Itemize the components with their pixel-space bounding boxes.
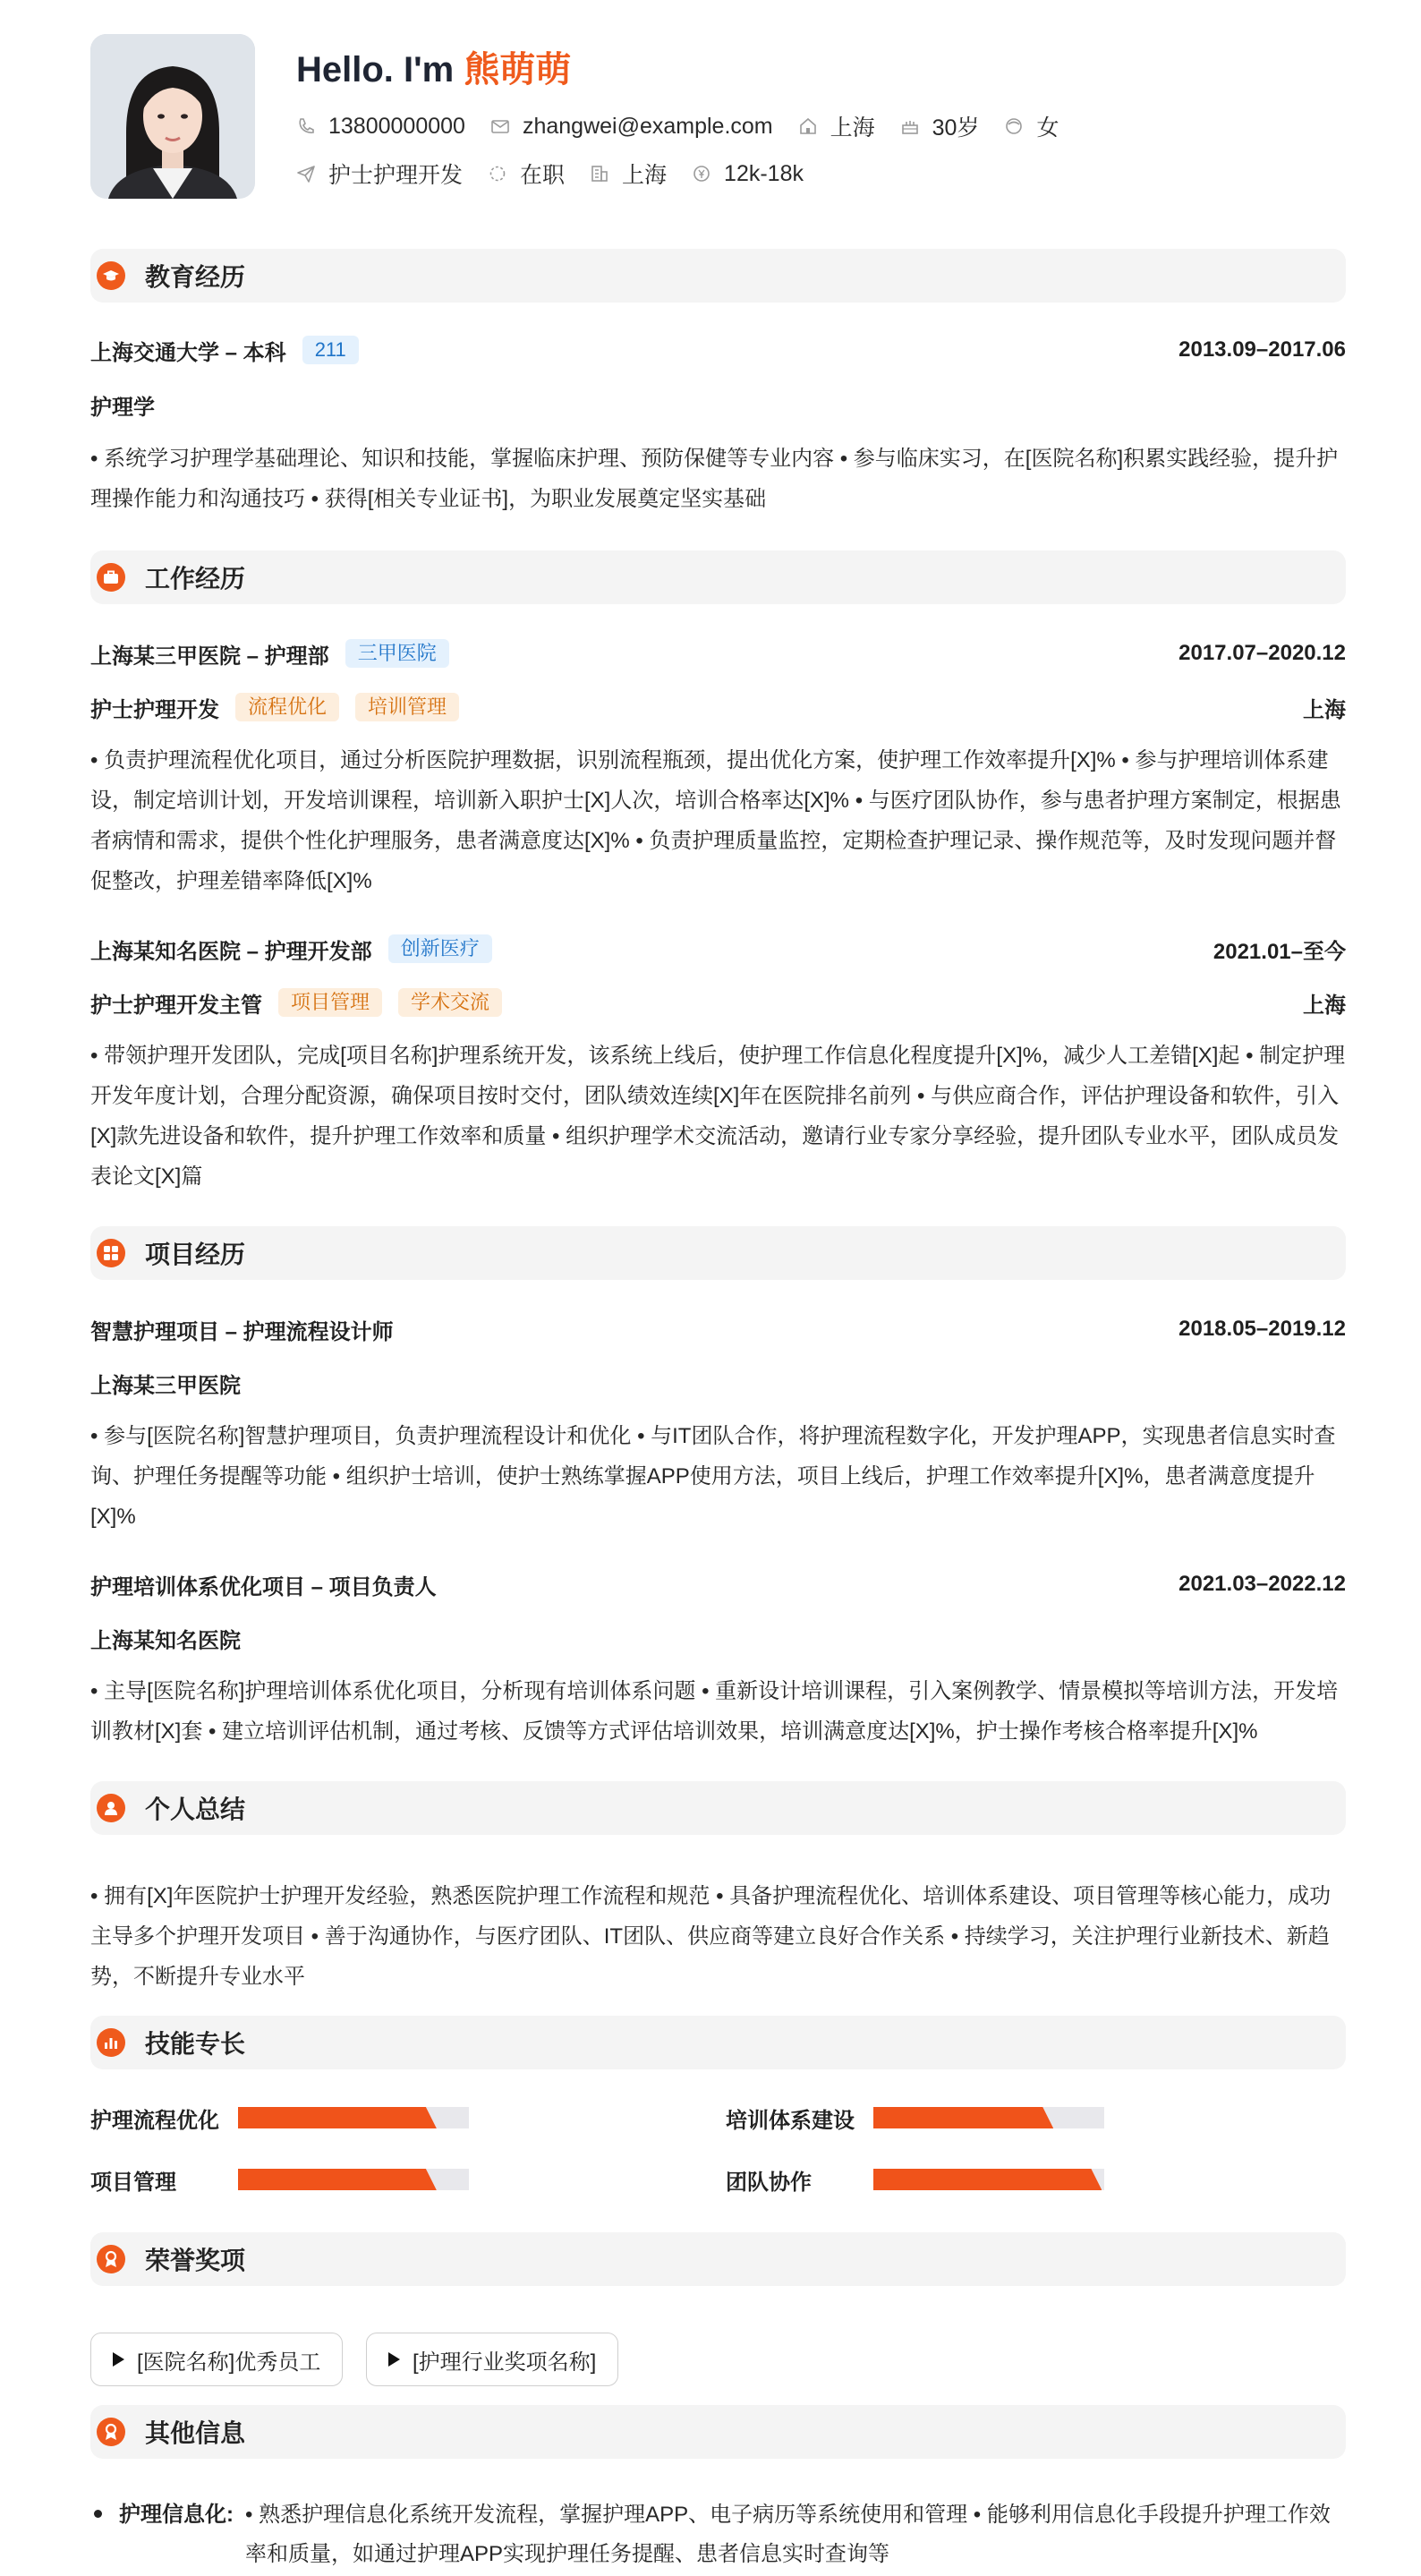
name-heading (296, 41, 571, 92)
project-title: 智慧护理项目 – 护理流程设计师 (90, 1319, 394, 1344)
resume-header (90, 34, 1346, 249)
bar-chart-icon (97, 2028, 125, 2057)
section-skills-title: 技能专长 (145, 2030, 246, 2058)
building-icon (590, 164, 609, 183)
location-item (798, 110, 875, 142)
phone-item (296, 114, 465, 140)
info-badge-icon (97, 2418, 125, 2446)
education-date: 2013.09–2017.06 (1178, 337, 1346, 362)
skill-bar (238, 2107, 469, 2128)
project-date: 2021.03–2022.12 (1178, 1572, 1346, 1596)
skill-bar-fill (873, 2107, 1053, 2128)
education-major: 护理学 (90, 395, 155, 420)
phone-icon (296, 116, 316, 136)
work-company: 上海某三甲医院 – 护理部 (90, 644, 329, 669)
work-role-tag: 培训管理 (355, 693, 459, 721)
avatar (90, 34, 255, 199)
work-role-tag: 学术交流 (398, 988, 502, 1017)
work-role-tag: 流程优化 (235, 693, 339, 721)
email-item (490, 114, 773, 140)
skill-bar (873, 2107, 1104, 2128)
skill-name: 项目管理 (90, 2170, 176, 2195)
section-projects-header (90, 1226, 1346, 1280)
skill-item (90, 2168, 469, 2195)
award-label: [护理行业奖项名称] (413, 2350, 597, 2375)
section-other-title: 其他信息 (145, 2419, 246, 2447)
award-icon (97, 2245, 125, 2273)
skill-name: 培训体系建设 (726, 2108, 855, 2133)
education-major-row (90, 388, 1346, 421)
work-date: 2017.07–2020.12 (1178, 641, 1346, 665)
status-text: 在职 (520, 163, 566, 188)
position-text: 护士护理开发 (328, 163, 464, 188)
job-row (296, 158, 829, 190)
skill-name: 护理流程优化 (90, 2108, 219, 2133)
graduation-cap-icon (97, 261, 125, 290)
avatar-photo (90, 34, 255, 199)
education-school: 上海交通大学 – 本科 (90, 340, 286, 365)
work-city-text: 上海 (622, 163, 668, 188)
award-chip[interactable] (90, 2333, 343, 2386)
location-text: 上海 (830, 115, 875, 141)
play-triangle-icon (113, 2352, 124, 2367)
work-role-row (90, 691, 1346, 723)
education-tag: 211 (302, 336, 359, 364)
work-role-row (90, 986, 1346, 1019)
work-date: 2021.01–至今 (1213, 939, 1346, 964)
phone-text: 13800000000 (328, 113, 465, 139)
other-item-text: • 熟悉护理信息化系统开发流程，掌握护理APP、电子病历等系统使用和管理 • 能够利用信息化手段提升护理工作效率和质量，如通过护理APP实现护理任务提醒、患者信息实时查询等 (245, 2503, 1331, 2566)
project-org-row (90, 1622, 1346, 1654)
salary-icon (692, 164, 711, 183)
section-other-header (90, 2405, 1346, 2459)
skill-bar-fill (238, 2107, 437, 2128)
mail-icon (490, 116, 510, 136)
section-work-title: 工作经历 (145, 565, 246, 593)
play-triangle-icon (388, 2352, 400, 2367)
skill-bar-fill (873, 2169, 1102, 2190)
other-item-label: 护理信息化: (119, 2503, 234, 2527)
age-text: 30岁 (932, 115, 980, 141)
work-description: • 带领护理开发团队，完成[项目名称]护理系统开发，该系统上线后，使护理工作信息化程度提升[X]%，减少人工差错[X]起 • 制定护理开发年度计划，合理分配资源，确保项目按时交付，团队绩效连续[X]年在医院排名前列 • 与供应商合作，评估护理设备和软件，引入[X]款先进设备和软件，提升护理工作效率和质量 • 组织护理学术交流活动，邀请行业专家分享经验，提升团队专业水平，团队成员发表论文[X]篇 (90, 1044, 1346, 1189)
project-org: 上海某知名医院 (90, 1628, 241, 1653)
contact-row (296, 110, 1084, 142)
project-description: • 参与[医院名称]智慧护理项目，负责护理流程设计和优化 • 与IT团队合作，将护理流程数字化，开发护理APP，实现患者信息实时查询、护理任务提醒等功能 • 组织护士培训，使护士熟练掌握APP使用方法，项目上线后，护理工作效率提升[X]%，患者满意度提升[X]% (90, 1424, 1336, 1529)
section-awards-header (90, 2232, 1346, 2286)
summary-description: • 拥有[X]年医院护士护理开发经验，熟悉医院护理工作流程和规范 • 具备护理流程优化、培训体系建设、项目管理等核心能力，成功主导多个护理开发项目 • 善于沟通协作，与医疗团队、IT团队、供应商等建立良好合作关系 • 持续学习，关注护理行业新技术、新趋势，不断提升专业水平 (90, 1884, 1332, 1989)
project-title: 护理培训体系优化项目 – 项目负责人 (90, 1574, 437, 1599)
age-item (900, 110, 980, 142)
section-projects-title: 项目经历 (145, 1241, 246, 1268)
work-role: 护士护理开发主管 (90, 993, 262, 1018)
project-title-row (90, 1568, 1346, 1600)
skill-item (726, 2168, 1104, 2195)
work-role: 护士护理开发 (90, 697, 219, 722)
section-awards-title: 荣誉奖项 (145, 2247, 246, 2274)
education-description: • 系统学习护理学基础理论、知识和技能，掌握临床护理、预防保健等专业内容 • 参与临床实习，在[医院名称]积累实践经验，提升护理操作能力和沟通技巧 • 获得[相关专业证书]，为职业发展奠定坚实基础 (90, 447, 1339, 511)
skill-item (90, 2106, 469, 2133)
salary-text: 12k-18k (724, 160, 804, 186)
skill-bar-fill (238, 2169, 437, 2190)
work-city-item (590, 158, 667, 190)
candidate-name: 熊萌萌 (464, 50, 572, 90)
project-title-row (90, 1313, 1346, 1345)
skill-item (726, 2106, 1104, 2133)
work-description: • 负责护理流程优化项目，通过分析医院护理数据，识别流程瓶颈，提出优化方案，使护理工作效率提升[X]% • 参与护理培训体系建设，制定培训计划，开发培训课程，培训新入职护士[X]人次，培训合格率达[X]% • 与医疗团队协作，参与患者护理方案制定，根据患者病情和需求，提供个性化护理服务，患者满意度达[X]% • 负责护理质量监控，定期检查护理记录、操作规范等，及时发现问题并督促整改，护理差错率降低[X]% (90, 748, 1341, 893)
other-item (90, 2495, 1346, 2576)
gender-icon (1004, 116, 1024, 136)
project-date: 2018.05–2019.12 (1178, 1317, 1346, 1341)
work-role-tag: 项目管理 (278, 988, 382, 1017)
status-icon (488, 164, 507, 183)
status-item (488, 158, 565, 190)
work-city: 上海 (1303, 993, 1346, 1018)
work-company-tag: 创新医疗 (388, 934, 492, 963)
section-work-header (90, 550, 1346, 604)
skill-bar (238, 2169, 469, 2190)
send-icon (296, 164, 316, 183)
skill-bar (873, 2169, 1104, 2190)
award-label: [医院名称]优秀员工 (137, 2350, 321, 2375)
section-education-header (90, 249, 1346, 303)
salary-item (692, 161, 804, 187)
education-school-row (90, 334, 1346, 366)
awards-list (90, 2333, 1346, 2386)
work-company-tag: 三甲医院 (345, 639, 449, 668)
project-description: • 主导[医院名称]护理培训体系优化项目，分析现有培训体系问题 • 重新设计培训课程，引入案例教学、情景模拟等培训方法，开发培训教材[X]套 • 建立培训评估机制，通过考核、反馈等方式评估培训效果，培训满意度达[X]%，护士操作考核合格率提升[X]% (90, 1679, 1339, 1744)
home-icon (798, 116, 818, 136)
award-chip[interactable] (366, 2333, 618, 2386)
user-icon (97, 1794, 125, 1822)
project-org: 上海某三甲医院 (90, 1373, 241, 1398)
gender-text: 女 (1036, 115, 1059, 141)
work-company-row (90, 637, 1346, 670)
section-skills-header (90, 2016, 1346, 2069)
project-org-row (90, 1367, 1346, 1399)
grid-icon (97, 1239, 125, 1267)
greeting: Hello. I'm (296, 50, 464, 90)
position-item (296, 158, 463, 190)
briefcase-icon (97, 563, 125, 592)
section-education-title: 教育经历 (145, 263, 246, 291)
bullet-dot (94, 2510, 102, 2518)
age-icon (900, 116, 920, 136)
section-summary-header (90, 1781, 1346, 1835)
work-city: 上海 (1303, 697, 1346, 722)
email-text: zhangwei@example.com (522, 113, 773, 139)
section-summary-title: 个人总结 (145, 1796, 246, 1823)
gender-item (1004, 110, 1059, 142)
work-company: 上海某知名医院 – 护理开发部 (90, 939, 372, 964)
skill-name: 团队协作 (726, 2170, 812, 2195)
work-company-row (90, 933, 1346, 965)
